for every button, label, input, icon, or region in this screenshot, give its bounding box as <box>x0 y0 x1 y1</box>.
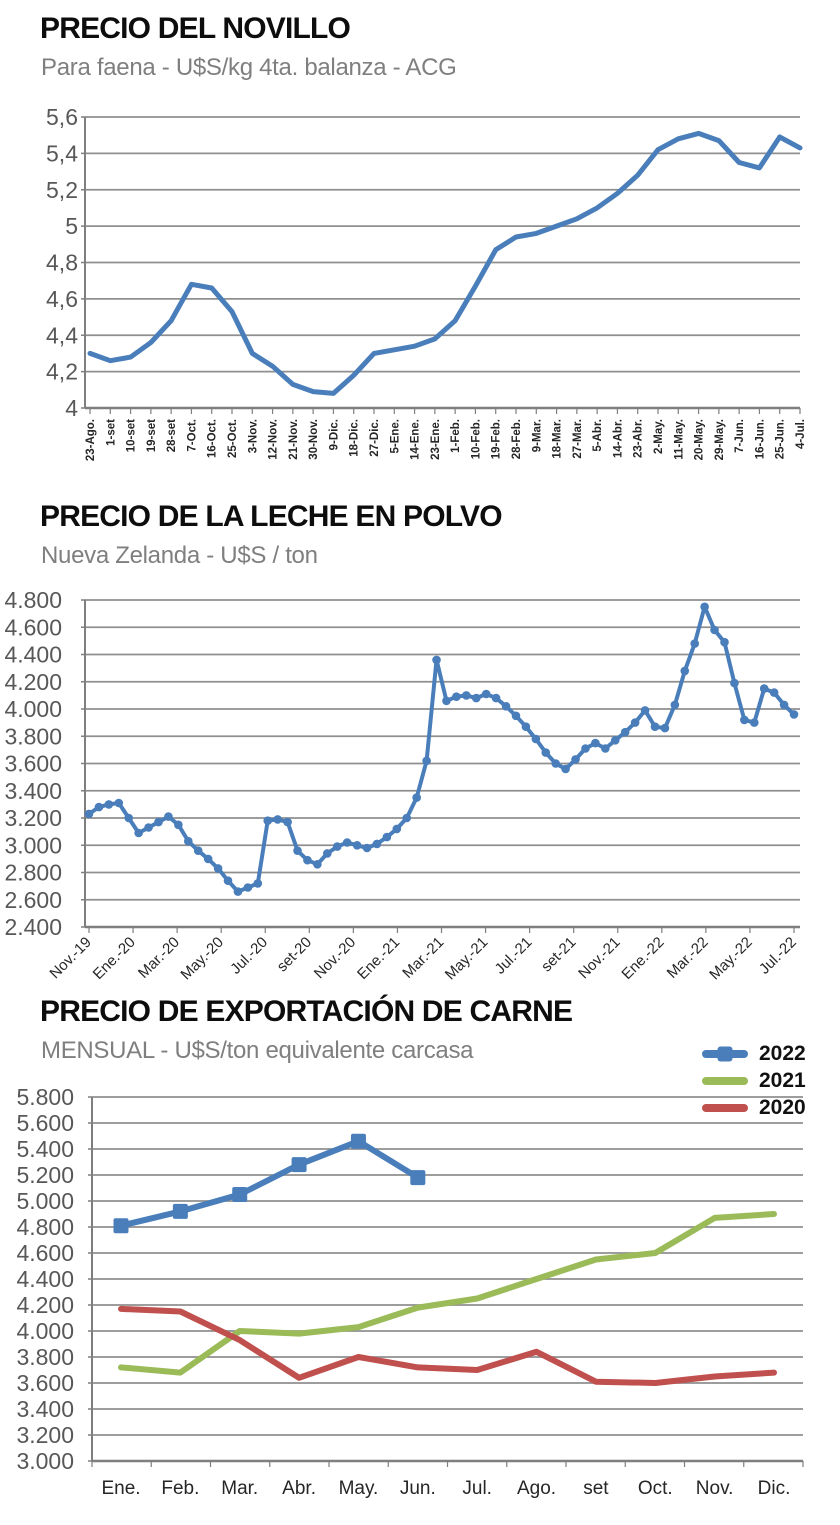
svg-text:5: 5 <box>65 213 78 240</box>
svg-text:3.600: 3.600 <box>16 1370 74 1396</box>
svg-text:27-Dic.: 27-Dic. <box>369 419 381 457</box>
svg-text:19-Feb.: 19-Feb. <box>490 419 503 460</box>
svg-text:Ago.: Ago. <box>516 1478 557 1499</box>
legend-label-2022: 2022 <box>759 1042 806 1065</box>
svg-text:Ene.-22: Ene.-22 <box>618 933 668 983</box>
svg-text:4.400: 4.400 <box>16 1266 74 1292</box>
svg-text:Mar.-21: Mar.-21 <box>399 933 448 982</box>
svg-text:21-Nov.: 21-Nov. <box>287 419 300 460</box>
svg-text:Ene.-21: Ene.-21 <box>354 933 404 983</box>
svg-text:23-Ene.: 23-Ene. <box>429 419 442 460</box>
svg-text:4,2: 4,2 <box>46 358 78 385</box>
legend-swatch-2021 <box>702 1077 748 1085</box>
svg-text:Oct.: Oct. <box>637 1478 673 1499</box>
svg-text:7-Jun.: 7-Jun. <box>734 419 747 453</box>
svg-text:3.200: 3.200 <box>16 1422 74 1448</box>
svg-text:16-Jun.: 16-Jun. <box>754 419 767 460</box>
svg-text:Mar.-20: Mar.-20 <box>134 933 183 982</box>
svg-text:4,8: 4,8 <box>46 249 78 276</box>
svg-text:3.400: 3.400 <box>16 1396 74 1422</box>
svg-text:2.400: 2.400 <box>4 914 62 940</box>
series-precio-novillo-u$s/kg <box>90 133 800 393</box>
carne-line-chart <box>0 1085 840 1525</box>
svg-text:5-Ene.: 5-Ene. <box>389 419 402 454</box>
svg-text:May.: May. <box>338 1478 379 1499</box>
svg-text:5,4: 5,4 <box>46 140 78 167</box>
svg-text:set-20: set-20 <box>273 933 316 976</box>
svg-text:29-May.: 29-May. <box>713 419 726 461</box>
svg-text:4.000: 4.000 <box>4 696 62 722</box>
svg-text:Mar.-22: Mar.-22 <box>663 933 712 982</box>
legend-marker-2022 <box>718 1046 733 1061</box>
svg-text:4.200: 4.200 <box>4 668 62 695</box>
svg-text:30-Nov.: 30-Nov. <box>308 419 321 460</box>
svg-text:25-Jun.: 25-Jun. <box>774 419 787 460</box>
svg-text:14-Ene.: 14-Ene. <box>409 419 422 460</box>
legend-item-2022 <box>702 1040 806 1067</box>
svg-text:1-Feb.: 1-Feb. <box>450 419 463 453</box>
svg-text:Mar.: Mar. <box>221 1478 259 1499</box>
svg-text:5.600: 5.600 <box>16 1110 74 1136</box>
svg-text:3.000: 3.000 <box>4 832 62 859</box>
svg-text:5.000: 5.000 <box>16 1188 74 1214</box>
svg-text:Jun.: Jun. <box>399 1478 436 1499</box>
leche-subtitle: Nueva Zelanda - U$S / ton <box>41 542 318 569</box>
svg-text:3.400: 3.400 <box>4 777 62 804</box>
svg-text:4.800: 4.800 <box>4 587 62 613</box>
svg-text:4.200: 4.200 <box>16 1292 74 1318</box>
svg-text:10-Feb.: 10-Feb. <box>470 419 483 460</box>
legend-swatch-2022 <box>702 1050 748 1058</box>
novillo-subtitle: Para faena - U$S/kg 4ta. balanza - ACG <box>41 54 457 81</box>
svg-text:1-set: 1-set <box>105 419 118 446</box>
svg-text:23-Ago.: 23-Ago. <box>85 419 97 462</box>
svg-text:3.800: 3.800 <box>16 1344 74 1370</box>
svg-text:4.800: 4.800 <box>16 1214 74 1240</box>
svg-text:3-Nov.: 3-Nov. <box>247 419 260 454</box>
svg-text:27-Mar.: 27-Mar. <box>571 419 584 459</box>
svg-text:3.600: 3.600 <box>4 750 62 777</box>
svg-text:28-Feb.: 28-Feb. <box>511 419 523 460</box>
novillo-line-chart <box>0 95 840 493</box>
svg-text:5.800: 5.800 <box>16 1085 74 1110</box>
svg-text:28-set: 28-set <box>166 419 179 453</box>
series-2021 <box>121 1214 774 1373</box>
svg-text:2.800: 2.800 <box>4 859 62 886</box>
svg-text:4,4: 4,4 <box>46 322 78 349</box>
svg-text:9-Mar.: 9-Mar. <box>531 419 544 453</box>
svg-text:7-Oct.: 7-Oct. <box>186 419 199 452</box>
svg-text:set: set <box>583 1478 609 1499</box>
svg-text:Ene.-20: Ene.-20 <box>89 933 139 983</box>
leche-title: PRECIO DE LA LECHE EN POLVO <box>40 500 502 533</box>
carne-subtitle: MENSUAL - U$S/ton equivalente carcasa <box>41 1037 474 1064</box>
svg-text:Jul.-22: Jul.-22 <box>755 933 800 978</box>
svg-text:2-May.: 2-May. <box>653 419 665 454</box>
svg-text:5.400: 5.400 <box>16 1136 74 1162</box>
svg-text:Nov.-20: Nov.-20 <box>310 933 360 983</box>
svg-text:5-Abr.: 5-Abr. <box>592 419 605 452</box>
svg-text:10-set: 10-set <box>125 419 138 453</box>
svg-text:5,6: 5,6 <box>46 104 78 130</box>
svg-text:May.-20: May.-20 <box>177 933 228 984</box>
svg-text:23-Abr.: 23-Abr. <box>632 419 645 458</box>
svg-text:25-Oct.: 25-Oct. <box>227 419 239 458</box>
x-axis-labels <box>46 927 799 983</box>
svg-text:3.000: 3.000 <box>16 1448 74 1474</box>
svg-text:16-Oct.: 16-Oct. <box>206 419 219 458</box>
svg-text:Ene.: Ene. <box>101 1478 141 1499</box>
svg-text:Jul.-20: Jul.-20 <box>227 933 272 978</box>
svg-text:14-Abr.: 14-Abr. <box>612 419 625 458</box>
x-axis-labels <box>85 408 807 461</box>
svg-text:20-May.: 20-May. <box>693 419 706 461</box>
svg-text:Jul.: Jul. <box>462 1478 492 1499</box>
svg-text:Nov.: Nov. <box>695 1478 734 1499</box>
svg-text:May.-21: May.-21 <box>441 933 492 984</box>
leche-line-chart <box>0 585 840 993</box>
svg-text:set-21: set-21 <box>538 933 580 976</box>
svg-text:4,6: 4,6 <box>46 285 78 312</box>
svg-text:5.200: 5.200 <box>16 1162 74 1188</box>
legend-label-2020: 2020 <box>759 1096 806 1119</box>
x-axis-labels <box>92 1461 803 1499</box>
svg-text:Nov.-19: Nov.-19 <box>46 933 95 983</box>
gridlines <box>81 117 800 408</box>
svg-text:3.800: 3.800 <box>4 723 62 750</box>
svg-text:4.600: 4.600 <box>4 614 62 641</box>
svg-text:18-Mar.: 18-Mar. <box>551 419 564 459</box>
svg-text:4.600: 4.600 <box>16 1240 74 1266</box>
svg-text:4.400: 4.400 <box>4 641 62 668</box>
svg-text:Nov.-21: Nov.-21 <box>575 933 624 983</box>
legend-item-2021 <box>702 1067 806 1094</box>
svg-text:18-Dic.: 18-Dic. <box>348 419 361 457</box>
novillo-title: PRECIO DEL NOVILLO <box>40 12 351 45</box>
gridlines <box>88 1097 803 1461</box>
svg-text:19-set: 19-set <box>145 419 158 453</box>
series-leche-en-polvo-u$s/ton <box>85 603 799 896</box>
carne-legend <box>702 1040 806 1121</box>
svg-text:Feb.: Feb. <box>161 1478 200 1499</box>
svg-text:12-Nov.: 12-Nov. <box>267 419 280 460</box>
svg-text:9-Dic.: 9-Dic. <box>328 419 341 451</box>
svg-text:Abr.: Abr. <box>282 1478 316 1499</box>
carne-title: PRECIO DE EXPORTACIÓN DE CARNE <box>40 995 573 1028</box>
legend-item-2020 <box>702 1094 806 1121</box>
svg-text:4-Jul.: 4-Jul. <box>795 419 807 450</box>
svg-text:May.-22: May.-22 <box>706 933 756 984</box>
legend-swatch-2020 <box>702 1104 748 1112</box>
legend-label-2021: 2021 <box>759 1069 806 1092</box>
svg-text:Jul.-21: Jul.-21 <box>491 933 536 978</box>
svg-text:2.600: 2.600 <box>4 886 62 913</box>
svg-text:5,2: 5,2 <box>46 176 78 203</box>
svg-text:11-May.: 11-May. <box>673 419 686 460</box>
svg-text:Dic.: Dic. <box>757 1478 791 1499</box>
svg-text:4: 4 <box>65 395 78 421</box>
svg-text:3.200: 3.200 <box>4 805 62 831</box>
svg-text:4.000: 4.000 <box>16 1318 74 1344</box>
